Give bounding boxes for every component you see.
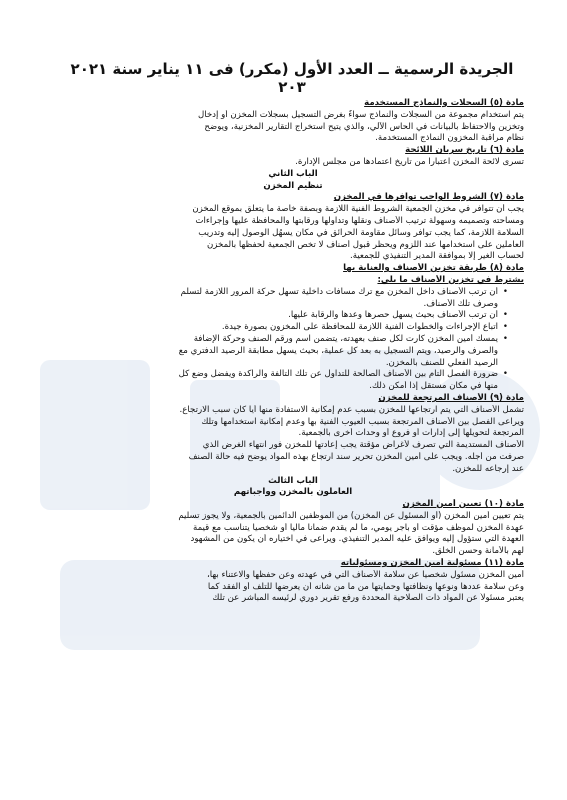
bullet-line: • اتباع الإجراءات والخطوات الفنية اللازمة للمحافظة على المخزون بصورة جيدة. bbox=[221, 322, 498, 333]
article-heading: مادة (٨) طريقة تخزين الأصناف والعناية بها bbox=[343, 263, 524, 274]
paragraph-line: نظام مراقبة المخزون النماذج المستخدمة. bbox=[375, 133, 524, 144]
paragraph-line: العاملين على استخدامها عند اللزوم ويحظر قبول أصناف لا تخص الجمعية لحفظها بالمخزن bbox=[206, 239, 524, 250]
paragraph-line: لهم بالأمانة وحسن الخلق. bbox=[432, 546, 524, 557]
page-header: الجريدة الرسمية ــ العدد الأول (مكرر) فى ١١ يناير سنة ٢٠٢١ ٢٠٣ bbox=[70, 60, 514, 96]
paragraph-line: ويراعى الفصل بين الأصناف المرتجعة بسبب العيوب الفنية بها وعدم إمكانية استخدامها وتلك bbox=[201, 416, 524, 427]
paragraph-line: يجب أن تتوافر في مخزن الجمعية الشروط الفنية اللازمة وبصفة خاصة ما يتعلق بموقع المخزن bbox=[192, 204, 524, 215]
paragraph-line: وتخزين والاحتفاظ بالبيانات في الحاس الآلي، والذي يتيح استخراج التقارير المخزنية، ويوضح bbox=[204, 121, 524, 132]
bullet-line: وصرف تلك الأصناف. bbox=[423, 298, 498, 309]
article-heading: مادة (١١) مسئولية أمين المخزن ومسئولياته bbox=[340, 558, 524, 569]
article-heading: مادة (٥) السجلات والنماذج المستخدمة bbox=[364, 98, 524, 108]
paragraph-line: وعن سلامة عددها ونوعها ونظافتها وحمايتها من ما من شأنه أن يعرضها للتلف أو الفقد كما bbox=[207, 581, 524, 592]
paragraph-line: لحساب الغير إلا بموافقة المدير التنفيذي للجمعية. bbox=[349, 251, 524, 262]
paragraph-line: ومساحته وتصميمه وسهولة ترتيب الأصناف ونقلها وتداولها ورقابتها والمحافظة عليها وإجراءات bbox=[195, 215, 524, 226]
bullet-item bbox=[62, 322, 508, 334]
paragraph-line: تسرى لائحة المخزن اعتباراً من تاريخ اعتمادها من مجلس الإدارة. bbox=[295, 156, 524, 167]
paragraph-line: يتم استخدام مجموعة من السجلات والنماذج سواءٌ بغرض التسجيل بسجلات المخزن أو إدخال bbox=[198, 109, 524, 120]
paragraph-line: المرتجعة لتحويلها إلى إدارات أو فروع أو وحدات أخرى بالجمعية. bbox=[298, 428, 524, 439]
article-heading: يشترط في تخزين الأصناف ما يلي: bbox=[377, 274, 524, 285]
paragraph-line: العهدة التي ستؤول إليه ويوافق عليه المدير التنفيذي. ويراعى في اختياره أن يكون من المشهود bbox=[190, 534, 524, 545]
article-heading: مادة (٦) تاريخ سريان اللائحة bbox=[405, 145, 524, 156]
paragraph-line: تشمل الأصناف التي يتم ارتجاعها للمخزن بسبب عدم إمكانية الاستفادة منها أياً كان سبب الارتجاع. bbox=[179, 404, 524, 415]
bullet-item bbox=[62, 334, 508, 369]
article-heading: مادة (٩) الأصناف المرتجعة للمخزن bbox=[378, 392, 524, 403]
article-heading: مادة (١٠) تعيين أمين المخزن bbox=[402, 499, 524, 510]
paragraph-line: صرفت من أجله. ويجب على أمين المخزن تحرير سند ارتجاع بهذه المواد يوضح فيه حالة الصنف bbox=[188, 451, 524, 462]
document-body bbox=[62, 98, 524, 605]
bullet-list bbox=[62, 287, 524, 393]
article-heading: مادة (٧) الشروط الواجب توافرها في المخزن bbox=[333, 192, 524, 203]
section-heading: الباب الثالث bbox=[268, 475, 318, 486]
bullet-line: • أن ترتب الأصناف بحيث يسهل حصرها وعدها والرقابة عليها. bbox=[288, 310, 498, 321]
bullet-item bbox=[62, 310, 508, 322]
bullet-line: الرصيد الفعلي للصنف بالمخزن. bbox=[385, 357, 498, 368]
bullet-line: منها في مكان مستقل إذا أمكن ذلك. bbox=[369, 381, 498, 392]
bullet-line: • أن ترتب الأصناف داخل المخزن مع ترك مسافات داخلية تسهل حركة المرور اللازمة لتسلم bbox=[180, 286, 498, 297]
section-heading: تنظيم المخزن bbox=[263, 180, 323, 191]
bullet-line: • يمسك أمين المخزن كارت لكل صنف بعهدته، يتضمن اسم ورقم الصنف وحركة الإضافة bbox=[193, 333, 498, 344]
paragraph-line: السلامة اللازمة، كما يجب توافر وسائل مقاومة الحرائق في مكان يسهُل الوصول إليه وتدريب bbox=[198, 227, 524, 238]
paragraph-line: يعتبر مسئولاً عن المواد ذات الصلاحية المحددة ورفع تقرير دوري لرئيسه المباشر عن تلك bbox=[212, 593, 524, 604]
section-heading: العاملون بالمخزن وواجباتهم bbox=[233, 487, 353, 498]
paragraph-line: عهدة المخزن لموظف مؤقت أو بأجر يومي، ما لم يقدم ضماناً مالياً أو شخصياً يتناسب مع قيمة bbox=[192, 522, 524, 533]
paragraph-line: الأصناف المستديمة التي تصرف لأغراض مؤقتة يجب إعادتها للمخزن فور انتهاء الغرض الذي bbox=[202, 440, 524, 451]
bullet-item bbox=[62, 287, 508, 311]
bullet-line: • ضرورة الفصل التام بين الأصناف الصالحة للتداول عن تلك التالفة والراكدة ويفضل وضع كل bbox=[178, 369, 498, 380]
paragraph-line: أمين المخزن مسئول شخصياً عن سلامة الأصناف التي في عهدته وعن حفظها والاعتناء بها، bbox=[207, 569, 524, 580]
paragraph-line: يتم تعيين أمين المخزن (أو المسئول عن المخزن) من الموظفين الدائمين بالجمعية، ولا يجوز تسليم bbox=[178, 510, 524, 521]
bullet-line: والصرف والرصيد، ويتم التسجيل به بعد كل عملية، بحيث يسهل مطابقة الرصيد الدفتري مع bbox=[178, 345, 498, 356]
bullet-item bbox=[62, 369, 508, 393]
paragraph-line: عند إرجاعه للمخزن. bbox=[452, 463, 524, 474]
section-heading: الباب الثاني bbox=[268, 168, 318, 179]
